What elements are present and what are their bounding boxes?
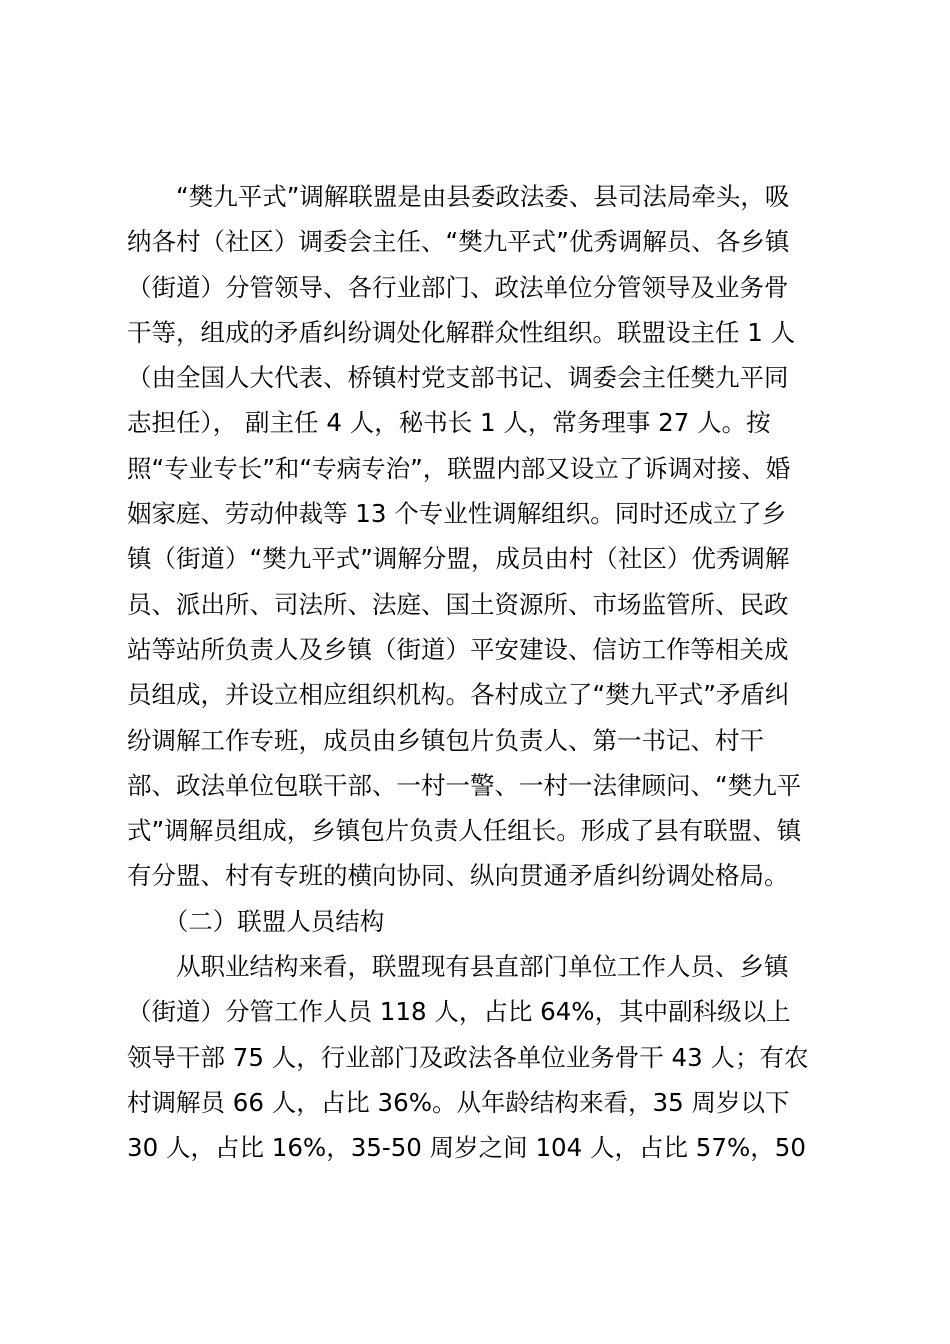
text-line: 从职业结构来看，联盟现有县直部门单位工作人员、乡镇 xyxy=(127,952,789,982)
text-line: 员组成，并设立相应组织机构。各村成立了“樊九平式”矛盾纠 xyxy=(127,680,790,710)
text-line: 姻家庭、劳动仲裁等 13 个专业性调解组织。同时还成立了乡 xyxy=(127,499,787,529)
text-line: 干等，组成的矛盾纠纷调处化解群众性组织。联盟设主任 1 人 xyxy=(127,317,796,347)
text-line: 30 人，占比 16%，35-50 周岁之间 104 人，占比 57%，50 xyxy=(127,1133,806,1163)
text-line: 领导干部 75 人，行业部门及政法各单位业务骨干 43 人；有农 xyxy=(127,1042,809,1072)
text-line: 照“专业专长”和“专病专治”，联盟内部又设立了诉调对接、婚 xyxy=(127,453,791,483)
text-line: （街道）分管工作人员 118 人，占比 64%，其中副科级以上 xyxy=(127,997,791,1027)
text-line: 志担任）， 副主任 4 人，秘书长 1 人，常务理事 27 人。按 xyxy=(127,408,771,438)
body-text xyxy=(127,174,837,1171)
text-line: （由全国人大代表、桥镇村党支部书记、调委会主任樊九平同 xyxy=(127,363,789,393)
text-line: 站等站所负责人及乡镇（街道）平安建设、信访工作等相关成 xyxy=(127,634,789,664)
text-line: 有分盟、村有专班的横向协同、纵向贯通矛盾纠纷调处格局。 xyxy=(127,861,789,891)
text-line: 式”调解员组成，乡镇包片负责人任组长。形成了县有联盟、镇 xyxy=(127,816,802,846)
text-line: 部、政法单位包联干部、一村一警、一村一法律顾问、“樊九平 xyxy=(127,770,802,800)
text-line: 纳各村（社区）调委会主任、“樊九平式”优秀调解员、各乡镇 xyxy=(127,227,790,257)
text-line: 村调解员 66 人，占比 36%。从年龄结构来看，35 周岁以下 xyxy=(127,1087,790,1117)
text-line: 纷调解工作专班，成员由乡镇包片负责人、第一书记、村干 xyxy=(127,725,764,755)
text-line: 镇（街道）“樊九平式”调解分盟，成员由村（社区）优秀调解 xyxy=(127,544,790,574)
text-line: “樊九平式”调解联盟是由县委政法委、县司法局牵头，吸 xyxy=(127,182,790,211)
text-line: 员、派出所、司法所、法庭、国土资源所、市场监管所、民政 xyxy=(127,589,789,619)
section-heading: （二）联盟人员结构 xyxy=(127,906,385,936)
text-line: （街道）分管领导、各行业部门、政法单位分管领导及业务骨 xyxy=(127,272,789,302)
